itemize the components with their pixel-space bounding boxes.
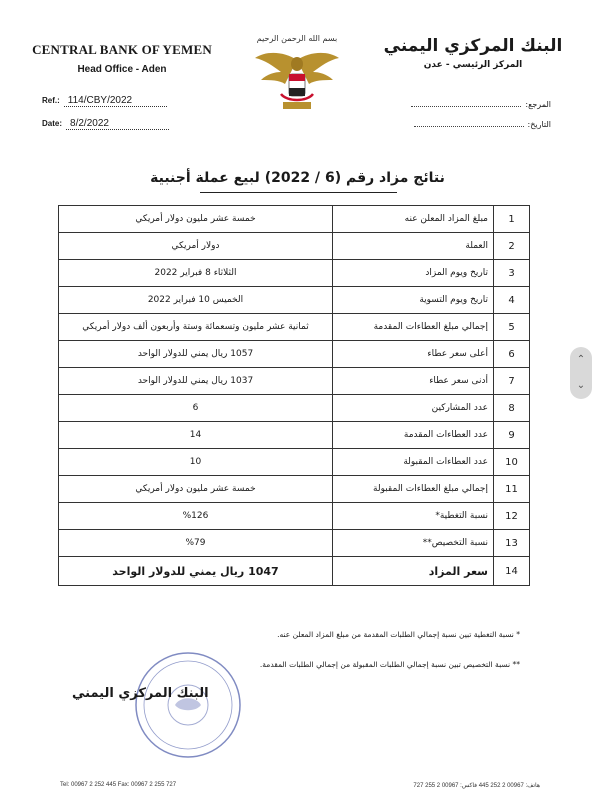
date-value: 8/2/2022 bbox=[66, 118, 169, 130]
row-label: عدد العطاءات المقدمة bbox=[333, 422, 494, 449]
row-value: 6 bbox=[59, 395, 333, 422]
row-value: ثمانية عشر مليون وتسعمائة وستة وأربعون ألف دولار أمريكي bbox=[59, 314, 333, 341]
row-label: نسبة التغطية* bbox=[333, 503, 494, 530]
footnote-allocation: ** نسبة التخصيص تبين نسبة إجمالي الطلبات المقبولة من إجمالي الطلبات المقدمة. bbox=[259, 660, 520, 669]
table-row bbox=[59, 233, 530, 260]
row-number: 11 bbox=[494, 476, 530, 503]
table-row bbox=[59, 314, 530, 341]
row-number: 9 bbox=[494, 422, 530, 449]
signature-bank-name: البنك المركزي اليمني bbox=[72, 686, 209, 701]
date-label: Date: bbox=[42, 119, 63, 128]
table-row bbox=[59, 395, 530, 422]
footer-left: Tel: 00967 2 252 445 Fax: 00967 2 255 727 bbox=[60, 782, 177, 788]
row-number: 4 bbox=[494, 287, 530, 314]
row-label: أدنى سعر عطاء bbox=[333, 368, 494, 395]
title-underline bbox=[200, 192, 397, 193]
ref-line bbox=[42, 95, 167, 107]
row-value: الثلاثاء 8 فبراير 2022 bbox=[59, 260, 333, 287]
ar-date-label: التاريخ: bbox=[527, 120, 551, 129]
row-number: 14 bbox=[494, 557, 530, 586]
bank-name-en: CENTRAL BANK OF YEMEN bbox=[32, 42, 212, 57]
footnote-coverage: * نسبة التغطية تبين نسبة إجمالي الطلبات المقدمة من مبلغ المزاد المعلن عنه. bbox=[277, 630, 520, 639]
date-line bbox=[42, 118, 169, 130]
ref-value: 114/CBY/2022 bbox=[64, 95, 167, 107]
row-value: 1037 ريال يمني للدولار الواحد bbox=[59, 368, 333, 395]
english-header bbox=[22, 42, 222, 75]
row-label: عدد المشاركين bbox=[333, 395, 494, 422]
row-value: خمسة عشر مليون دولار أمريكي bbox=[59, 476, 333, 503]
table-row bbox=[59, 449, 530, 476]
row-number: 12 bbox=[494, 503, 530, 530]
ref-label: Ref.: bbox=[42, 96, 60, 105]
row-value: دولار أمريكي bbox=[59, 233, 333, 260]
table-row bbox=[59, 530, 530, 557]
table-row bbox=[59, 206, 530, 233]
row-label: مبلغ المزاد المعلن عنه bbox=[333, 206, 494, 233]
row-value: 10 bbox=[59, 449, 333, 476]
row-number: 3 bbox=[494, 260, 530, 287]
table-row bbox=[59, 503, 530, 530]
row-label: سعر المزاد bbox=[333, 557, 494, 586]
document-title: نتائج مزاد رقم (6 / 2022) لبيع عملة أجنبية bbox=[150, 170, 445, 186]
auction-results-table bbox=[58, 205, 530, 586]
table-row bbox=[59, 341, 530, 368]
row-number: 5 bbox=[494, 314, 530, 341]
row-value: 14 bbox=[59, 422, 333, 449]
row-value: 1047 ريال يمني للدولار الواحد bbox=[59, 557, 333, 586]
chevron-down-icon[interactable]: ⌄ bbox=[576, 380, 586, 391]
row-label: العملة bbox=[333, 233, 494, 260]
ar-ref-line bbox=[411, 100, 551, 109]
row-label: عدد العطاءات المقبولة bbox=[333, 449, 494, 476]
row-label: تاريخ ويوم المزاد bbox=[333, 260, 494, 287]
table-row bbox=[59, 422, 530, 449]
office-name-en: Head Office - Aden bbox=[77, 64, 167, 75]
row-value: %126 bbox=[59, 503, 333, 530]
basmala: بسم الله الرحمن الرحيم bbox=[256, 34, 338, 43]
table-row bbox=[59, 368, 530, 395]
row-number: 10 bbox=[494, 449, 530, 476]
ar-date-line bbox=[414, 120, 551, 129]
chevron-up-icon[interactable]: ⌃ bbox=[576, 354, 586, 365]
bank-name-ar: البنك المركزي اليمني bbox=[383, 36, 563, 56]
row-value: الخميس 10 فبراير 2022 bbox=[59, 287, 333, 314]
table-row bbox=[59, 557, 530, 586]
table-row bbox=[59, 476, 530, 503]
ar-ref-label: المرجع: bbox=[525, 100, 551, 109]
bank-seal-stamp-icon bbox=[133, 650, 243, 760]
arabic-header bbox=[373, 36, 573, 70]
row-number: 8 bbox=[494, 395, 530, 422]
table-row bbox=[59, 287, 530, 314]
footer-right: هاتف: 00967 2 252 445 فاكس: 00967 2 255 727 bbox=[413, 783, 540, 789]
row-label: نسبة التخصيص** bbox=[333, 530, 494, 557]
row-label: أعلى سعر عطاء bbox=[333, 341, 494, 368]
row-label: تاريخ ويوم التسوية bbox=[333, 287, 494, 314]
row-number: 7 bbox=[494, 368, 530, 395]
row-number: 2 bbox=[494, 233, 530, 260]
table-row bbox=[59, 260, 530, 287]
row-value: 1057 ريال يمني للدولار الواحد bbox=[59, 341, 333, 368]
row-number: 13 bbox=[494, 530, 530, 557]
row-number: 6 bbox=[494, 341, 530, 368]
page-scroll-control[interactable] bbox=[570, 347, 592, 399]
row-value: %79 bbox=[59, 530, 333, 557]
office-name-ar: المركز الرئيسي - عدن bbox=[423, 60, 523, 70]
yemen-eagle-emblem-icon bbox=[247, 30, 347, 120]
row-label: إجمالي مبلغ العطاءات المقبولة bbox=[333, 476, 494, 503]
row-label: إجمالي مبلغ العطاءات المقدمة bbox=[333, 314, 494, 341]
footer-contacts bbox=[60, 782, 540, 789]
row-value: خمسة عشر مليون دولار أمريكي bbox=[59, 206, 333, 233]
row-number: 1 bbox=[494, 206, 530, 233]
